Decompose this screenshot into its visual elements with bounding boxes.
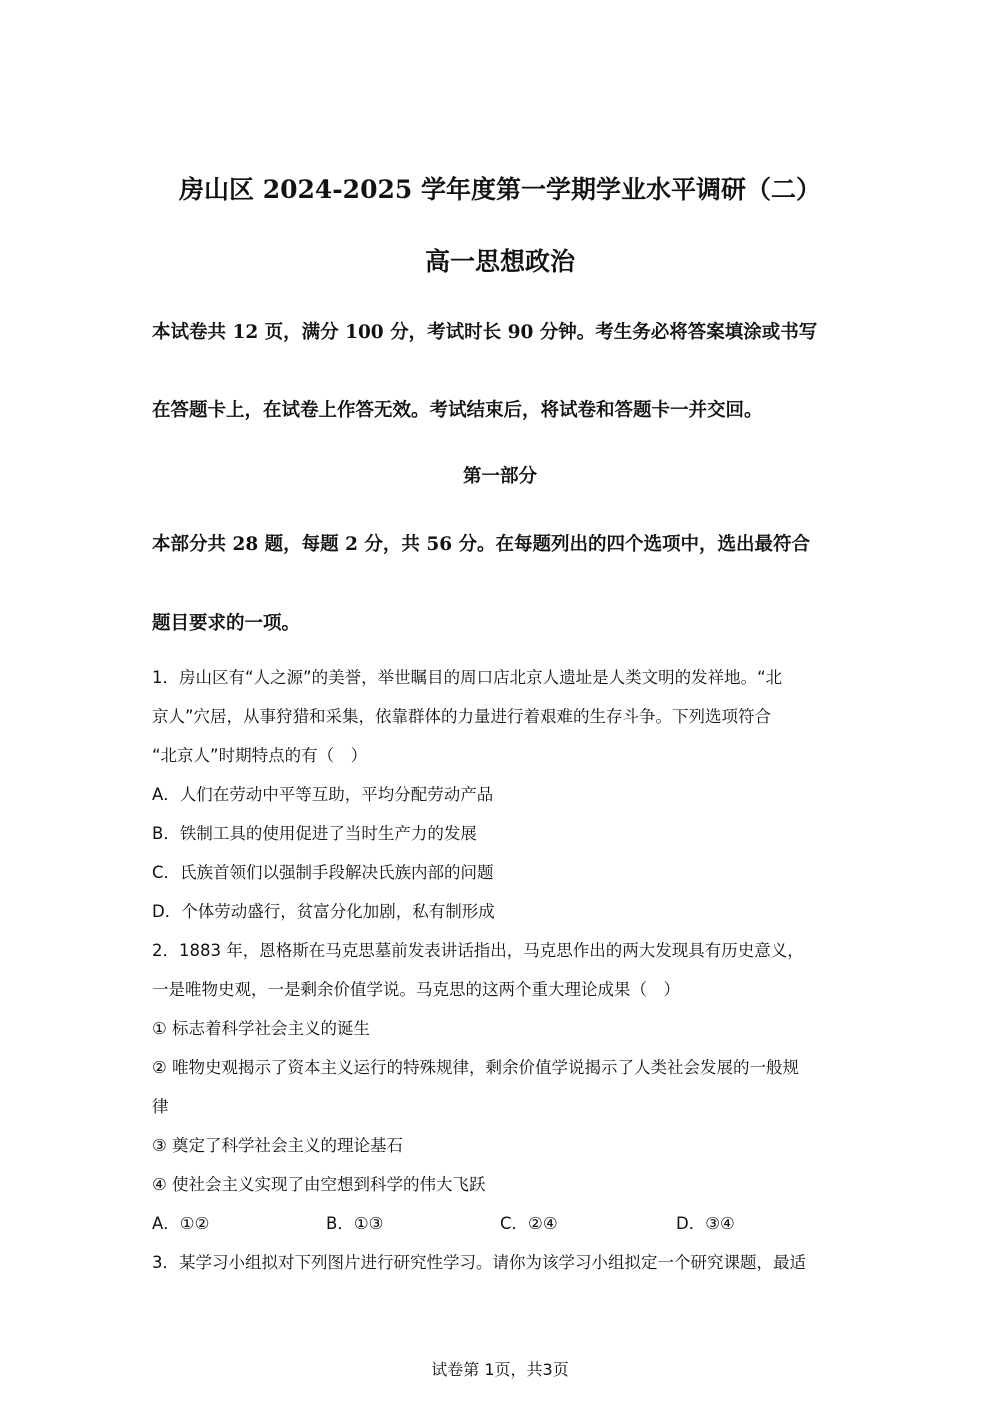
page-footer: 试卷第 1页，共3页 [431,1360,569,1379]
question-2-option-b: B．①③ [326,1214,384,1233]
question-2-statement-3: ③ 奠定了科学社会主义的理论基石 [152,1136,404,1155]
question-2-statement-1: ① 标志着科学社会主义的诞生 [152,1019,371,1038]
question-1-option-a: A．人们在劳动中平等互助，平均分配劳动产品 [152,785,494,804]
part-description-line-2: 题目要求的一项。 [152,613,301,634]
question-2-option-c: C．②④ [500,1214,558,1233]
part-heading: 第一部分 [462,466,537,487]
instructions-line-1: 本试卷共 12 页，满分 100 分，考试时长 90 分钟。考生务必将答案填涂或书写 [152,322,818,343]
question-2-stem-line-1: 2．1883 年，恩格斯在马克思墓前发表讲话指出，马克思作出的两大发现具有历史意义， [152,941,804,960]
question-2-option-d: D．③④ [676,1214,735,1233]
question-2-option-a: A．①② [152,1214,210,1233]
exam-title: 房山区 2024-2025 学年度第一学期学业水平调研（二） [179,175,821,204]
question-1-option-d: D．个体劳动盛行，贫富分化加剧，私有制形成 [152,902,495,921]
question-1-stem-line-2: 京人”穴居，从事狩猎和采集，依靠群体的力量进行着艰难的生存斗争。下列选项符合 [152,707,772,726]
question-3-stem-line-1: 3．某学习小组拟对下列图片进行研究性学习。请你为该学习小组拟定一个研究课题，最适 [152,1253,806,1272]
question-2-statement-4: ④ 使社会主义实现了由空想到科学的伟大飞跃 [152,1175,486,1194]
question-1-option-b: B．铁制工具的使用促进了当时生产力的发展 [152,824,477,843]
question-1-stem-line-1: 1．房山区有“人之源”的美誉，举世瞩目的周口店北京人遗址是人类文明的发祥地。“北 [152,668,783,687]
question-1-option-c: C．氏族首领们以强制手段解决氏族内部的问题 [152,863,494,882]
question-2-stem-line-2: 一是唯物史观，一是剩余价值学说。马克思的这两个重大理论成果（ ） [152,980,680,999]
question-1-stem-line-3: “北京人”时期特点的有（ ） [152,746,368,765]
instructions-line-2: 在答题卡上，在试卷上作答无效。考试结束后，将试卷和答题卡一并交回。 [152,400,763,421]
part-description-line-1: 本部分共 28 题，每题 2 分，共 56 分。在每题列出的四个选项中，选出最符合 [152,534,811,555]
question-2-statement-2: ② 唯物史观揭示了资本主义运行的特殊规律，剩余价值学说揭示了人类社会发展的一般规 [152,1058,800,1077]
question-2-statement-2-continued: 律 [152,1097,169,1116]
exam-subject: 高一思想政治 [424,247,575,276]
